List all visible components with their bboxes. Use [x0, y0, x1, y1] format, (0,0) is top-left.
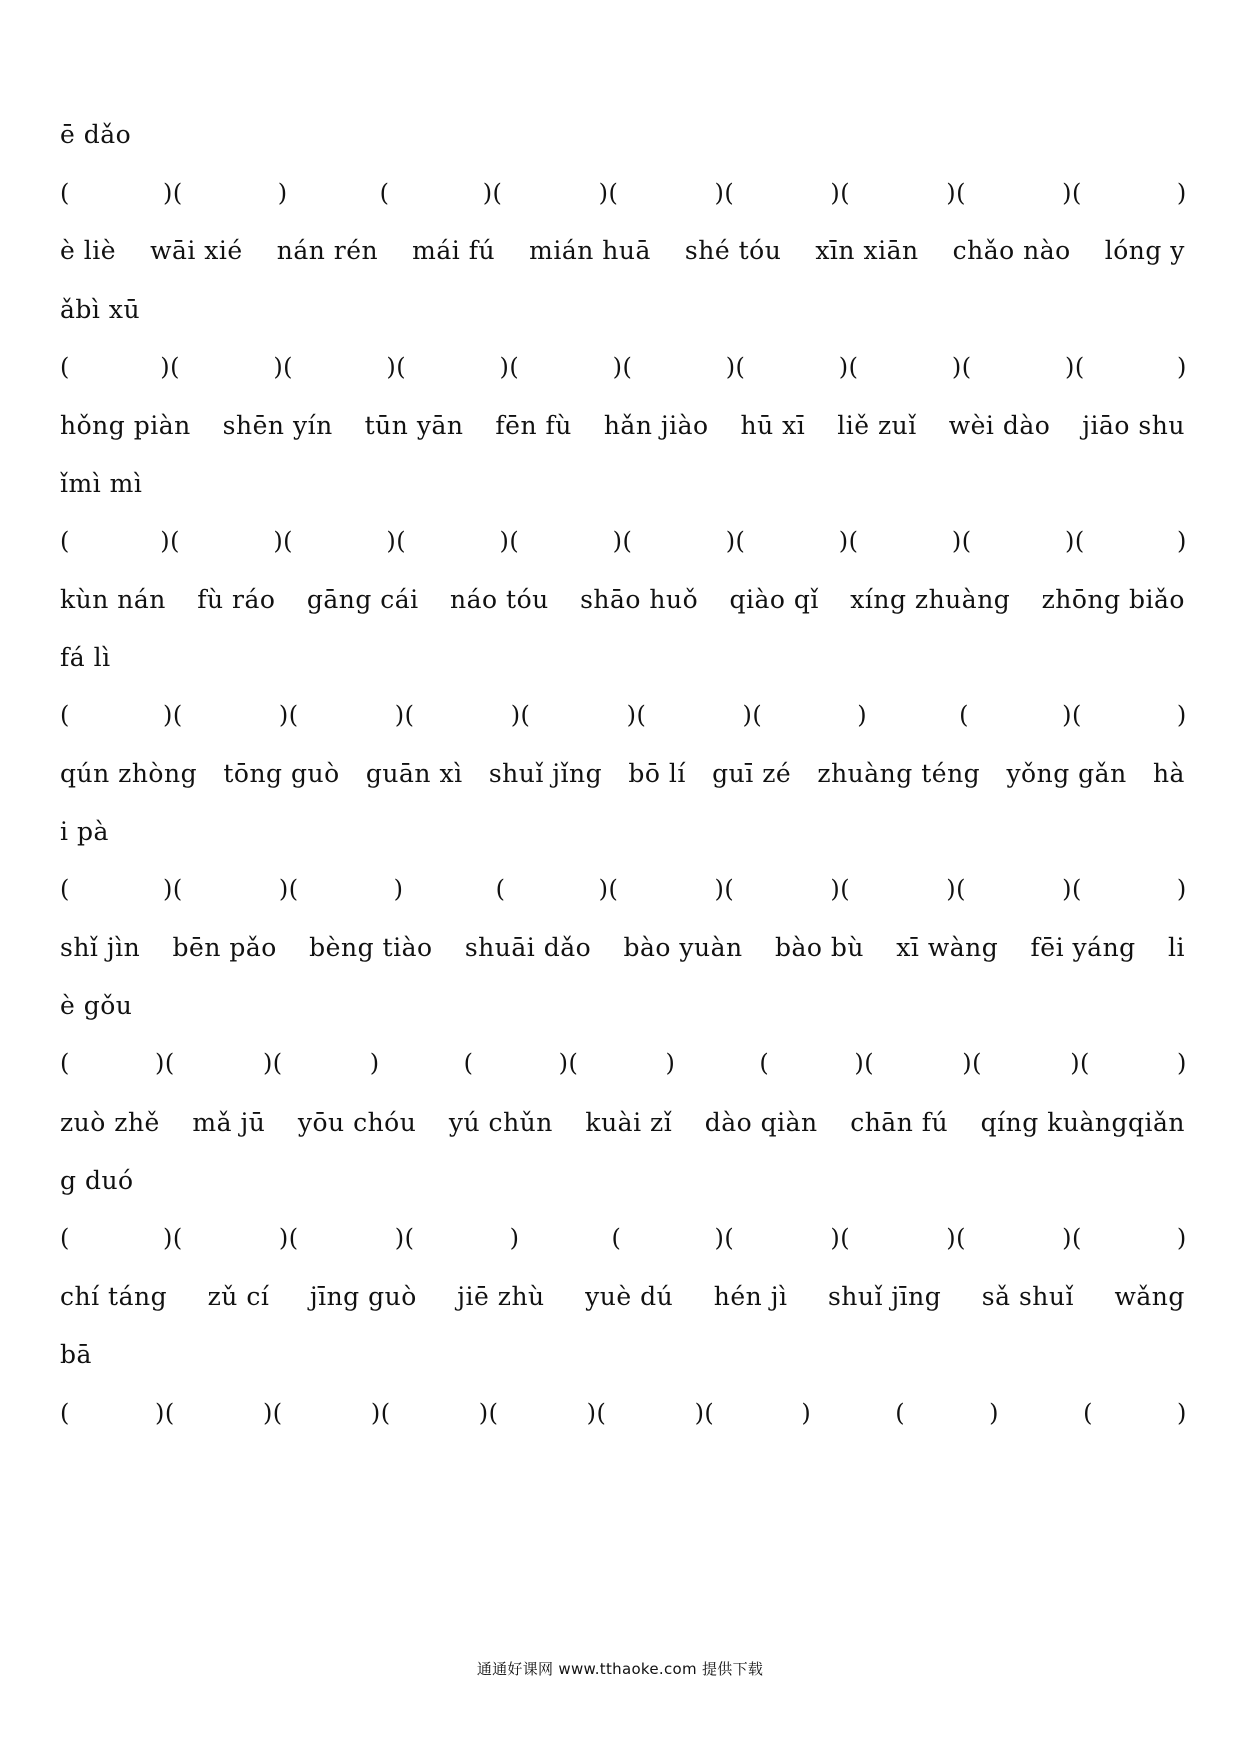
answer-blank-row	[60, 872, 1185, 906]
answer-bracket: )	[1176, 875, 1187, 903]
pinyin-word: mián huā	[529, 236, 651, 265]
pinyin-word: i pà	[60, 817, 109, 846]
pinyin-word: xīn xiān	[815, 236, 919, 265]
answer-bracket: )(	[1062, 179, 1082, 207]
answer-bracket: )(	[586, 1399, 607, 1427]
pinyin-word: fá lì	[60, 643, 111, 672]
pinyin-word: li	[1167, 933, 1185, 962]
answer-bracket: )	[1176, 1399, 1187, 1427]
answer-bracket: )(	[394, 701, 415, 729]
answer-blank-row	[60, 1221, 1185, 1255]
answer-blank-row	[60, 1396, 1185, 1430]
answer-bracket: (	[60, 701, 70, 729]
answer-bracket: )(	[163, 179, 183, 207]
pinyin-word: ǐmì mì	[60, 469, 143, 498]
pinyin-word: ǎbì xū	[60, 295, 141, 324]
pinyin-word: è liè	[60, 236, 117, 265]
answer-bracket: )(	[946, 1224, 966, 1252]
pinyin-word: g duó	[60, 1166, 134, 1195]
pinyin-word: shé tóu	[684, 236, 782, 265]
answer-bracket: )	[1176, 1224, 1187, 1252]
pinyin-word: gāng cái	[306, 585, 419, 614]
pinyin-word: nán rén	[276, 236, 379, 265]
answer-bracket: )(	[1064, 353, 1085, 381]
answer-bracket: )(	[160, 527, 180, 555]
pinyin-word: tōng guò	[223, 759, 340, 788]
footer-text: 通通好课网 www.tthaoke.com 提供下载	[476, 1660, 764, 1678]
pinyin-row	[60, 467, 1185, 501]
answer-bracket: )(	[838, 353, 859, 381]
answer-bracket: )(	[558, 1049, 579, 1077]
pinyin-word: fù ráo	[197, 585, 276, 614]
pinyin-word: shāo huǒ	[580, 585, 699, 614]
answer-bracket: (	[611, 1224, 622, 1252]
pinyin-word: hǎn jiào	[603, 411, 709, 440]
pinyin-word: lóng y	[1104, 236, 1185, 265]
answer-bracket: )(	[160, 353, 180, 381]
pinyin-row	[60, 234, 1185, 268]
pinyin-word: jiē zhù	[457, 1282, 545, 1311]
answer-bracket: )(	[386, 527, 407, 555]
pinyin-row	[60, 293, 1185, 327]
pinyin-word: shuǐ jǐng	[488, 759, 603, 788]
answer-blank-row	[60, 350, 1185, 384]
answer-bracket: (	[379, 179, 390, 207]
answer-bracket: )(	[725, 527, 746, 555]
answer-bracket: )(	[946, 875, 966, 903]
pinyin-word: bào bù	[774, 933, 864, 962]
answer-bracket: )(	[1062, 701, 1082, 729]
pinyin-word: mǎ jū	[192, 1108, 266, 1137]
answer-bracket: )(	[262, 1049, 283, 1077]
answer-bracket: )(	[725, 353, 746, 381]
pinyin-word: mái fú	[412, 236, 496, 265]
answer-bracket: )(	[163, 1224, 183, 1252]
answer-bracket: )	[1176, 179, 1187, 207]
answer-bracket: )(	[714, 179, 735, 207]
pinyin-word: shēn yín	[222, 411, 333, 440]
answer-bracket: )(	[612, 353, 633, 381]
answer-bracket: )(	[478, 1399, 499, 1427]
answer-bracket: )(	[598, 179, 619, 207]
answer-bracket: )(	[394, 1224, 415, 1252]
pinyin-word: guān xì	[365, 759, 463, 788]
answer-bracket: )(	[626, 701, 647, 729]
pinyin-word: chān fú	[850, 1108, 949, 1137]
answer-bracket: )(	[278, 1224, 299, 1252]
answer-bracket: )(	[838, 527, 859, 555]
pinyin-word: yǒng gǎn	[1006, 759, 1127, 788]
answer-bracket: )	[1176, 527, 1187, 555]
pinyin-word: tūn yān	[364, 411, 464, 440]
pinyin-word: hū xī	[740, 411, 806, 440]
answer-bracket: (	[759, 1049, 770, 1077]
answer-bracket: )(	[612, 527, 633, 555]
answer-bracket: )(	[499, 527, 520, 555]
answer-bracket: )(	[278, 701, 299, 729]
pinyin-row	[60, 583, 1185, 617]
pinyin-word: liě zuǐ	[837, 411, 917, 440]
answer-bracket: )(	[386, 353, 407, 381]
answer-bracket: )	[1176, 353, 1187, 381]
pinyin-word: bēn pǎo	[172, 933, 277, 962]
pinyin-word: yú chǔn	[448, 1108, 553, 1137]
pinyin-word: chí táng	[60, 1282, 168, 1311]
answer-bracket: )(	[163, 875, 183, 903]
answer-bracket: )(	[962, 1049, 983, 1077]
pinyin-row	[60, 118, 1185, 152]
pinyin-word: è gǒu	[60, 991, 133, 1020]
answer-bracket: )(	[830, 875, 851, 903]
answer-bracket: )	[369, 1049, 380, 1077]
pinyin-word: yuè dú	[585, 1282, 674, 1311]
answer-bracket: )(	[854, 1049, 875, 1077]
answer-bracket: (	[495, 875, 506, 903]
answer-blank-row	[60, 698, 1185, 732]
answer-bracket: )(	[499, 353, 520, 381]
pinyin-word: wèi dào	[948, 411, 1051, 440]
answer-bracket: )(	[951, 353, 972, 381]
pinyin-word: qiào qǐ	[729, 585, 819, 614]
pinyin-row	[60, 641, 1185, 675]
pinyin-word: jiāo shu	[1082, 411, 1185, 440]
answer-bracket: )	[393, 875, 404, 903]
answer-bracket: )	[1176, 701, 1187, 729]
answer-bracket: (	[895, 1399, 906, 1427]
pinyin-row	[60, 815, 1185, 849]
pinyin-word: kùn nán	[60, 585, 166, 614]
answer-bracket: )	[989, 1399, 1000, 1427]
answer-bracket: )(	[1062, 875, 1082, 903]
answer-bracket: )(	[482, 179, 503, 207]
pinyin-word: sǎ shuǐ	[981, 1282, 1074, 1311]
answer-bracket: )(	[946, 179, 966, 207]
pinyin-row	[60, 1106, 1185, 1140]
pinyin-word: ē dǎo	[60, 120, 132, 149]
pinyin-row	[60, 1338, 1185, 1372]
answer-bracket: )(	[163, 701, 183, 729]
answer-bracket: (	[1083, 1399, 1093, 1427]
pinyin-word: dào qiàn	[704, 1108, 818, 1137]
answer-bracket: (	[60, 527, 70, 555]
answer-bracket: )	[665, 1049, 676, 1077]
answer-bracket: )(	[714, 1224, 735, 1252]
pinyin-word: kuài zǐ	[585, 1108, 673, 1137]
pinyin-word: hǒng piàn	[60, 411, 191, 440]
answer-bracket: )(	[155, 1399, 175, 1427]
pinyin-word: yōu chóu	[297, 1108, 417, 1137]
pinyin-word: chǎo nào	[952, 236, 1071, 265]
pinyin-word: zǔ cí	[207, 1282, 270, 1311]
answer-bracket: )(	[830, 1224, 851, 1252]
answer-bracket: )	[801, 1399, 812, 1427]
answer-bracket: )(	[155, 1049, 175, 1077]
answer-blank-row	[60, 524, 1185, 558]
pinyin-word: qún zhòng	[60, 759, 198, 788]
answer-bracket: )(	[830, 179, 851, 207]
pinyin-word: fēi yáng	[1030, 933, 1136, 962]
answer-bracket: )	[1176, 1049, 1187, 1077]
pinyin-word: zhuàng téng	[817, 759, 981, 788]
pinyin-word: shǐ jìn	[60, 933, 141, 962]
answer-bracket: )(	[951, 527, 972, 555]
pinyin-row	[60, 1280, 1185, 1314]
answer-blank-row	[60, 176, 1185, 210]
answer-bracket: (	[60, 353, 70, 381]
answer-bracket: (	[463, 1049, 474, 1077]
answer-bracket: (	[60, 1049, 70, 1077]
pinyin-word: shuāi dǎo	[464, 933, 592, 962]
pinyin-word: bō lí	[628, 759, 686, 788]
pinyin-word: wāi xié	[150, 236, 243, 265]
answer-bracket: )(	[370, 1399, 391, 1427]
answer-bracket: )(	[510, 701, 531, 729]
pinyin-word: bā	[60, 1340, 92, 1369]
answer-bracket: )	[277, 179, 288, 207]
pinyin-word: xī wàng	[896, 933, 999, 962]
answer-bracket: )(	[742, 701, 763, 729]
answer-bracket: )(	[1064, 527, 1085, 555]
answer-bracket: )(	[273, 353, 294, 381]
pinyin-word: zhōng biǎo	[1041, 585, 1185, 614]
answer-bracket: )(	[273, 527, 294, 555]
pinyin-word: guī zé	[712, 759, 792, 788]
answer-bracket: (	[60, 875, 70, 903]
answer-bracket: )(	[714, 875, 735, 903]
pinyin-word: zuò zhě	[60, 1108, 160, 1137]
answer-bracket: )(	[598, 875, 619, 903]
answer-blank-row	[60, 1046, 1185, 1080]
pinyin-row	[60, 409, 1185, 443]
pinyin-word: fēn fù	[495, 411, 572, 440]
answer-bracket: (	[959, 701, 969, 729]
answer-bracket: )(	[1062, 1224, 1082, 1252]
answer-bracket: )(	[278, 875, 299, 903]
pinyin-word: jīng guò	[309, 1282, 417, 1311]
pinyin-word: shuǐ jīng	[827, 1282, 942, 1311]
answer-bracket: )(	[1070, 1049, 1090, 1077]
pinyin-row	[60, 1164, 1185, 1198]
answer-bracket: )(	[262, 1399, 283, 1427]
pinyin-word: náo tóu	[450, 585, 549, 614]
pinyin-word: hà	[1152, 759, 1185, 788]
pinyin-word: wǎng	[1114, 1282, 1185, 1311]
pinyin-word: xíng zhuàng	[850, 585, 1011, 614]
answer-bracket: )	[857, 701, 868, 729]
pinyin-word: hén jì	[713, 1282, 788, 1311]
answer-bracket: )(	[694, 1399, 715, 1427]
pinyin-row	[60, 931, 1185, 965]
answer-bracket: )	[509, 1224, 520, 1252]
answer-bracket: (	[60, 179, 70, 207]
pinyin-row	[60, 989, 1185, 1023]
pinyin-row	[60, 757, 1185, 791]
pinyin-word: bào yuàn	[623, 933, 743, 962]
answer-bracket: (	[60, 1224, 70, 1252]
answer-bracket: (	[60, 1399, 70, 1427]
pinyin-word: qíng kuàngqiǎn	[980, 1108, 1185, 1137]
pinyin-word: bèng tiào	[309, 933, 433, 962]
